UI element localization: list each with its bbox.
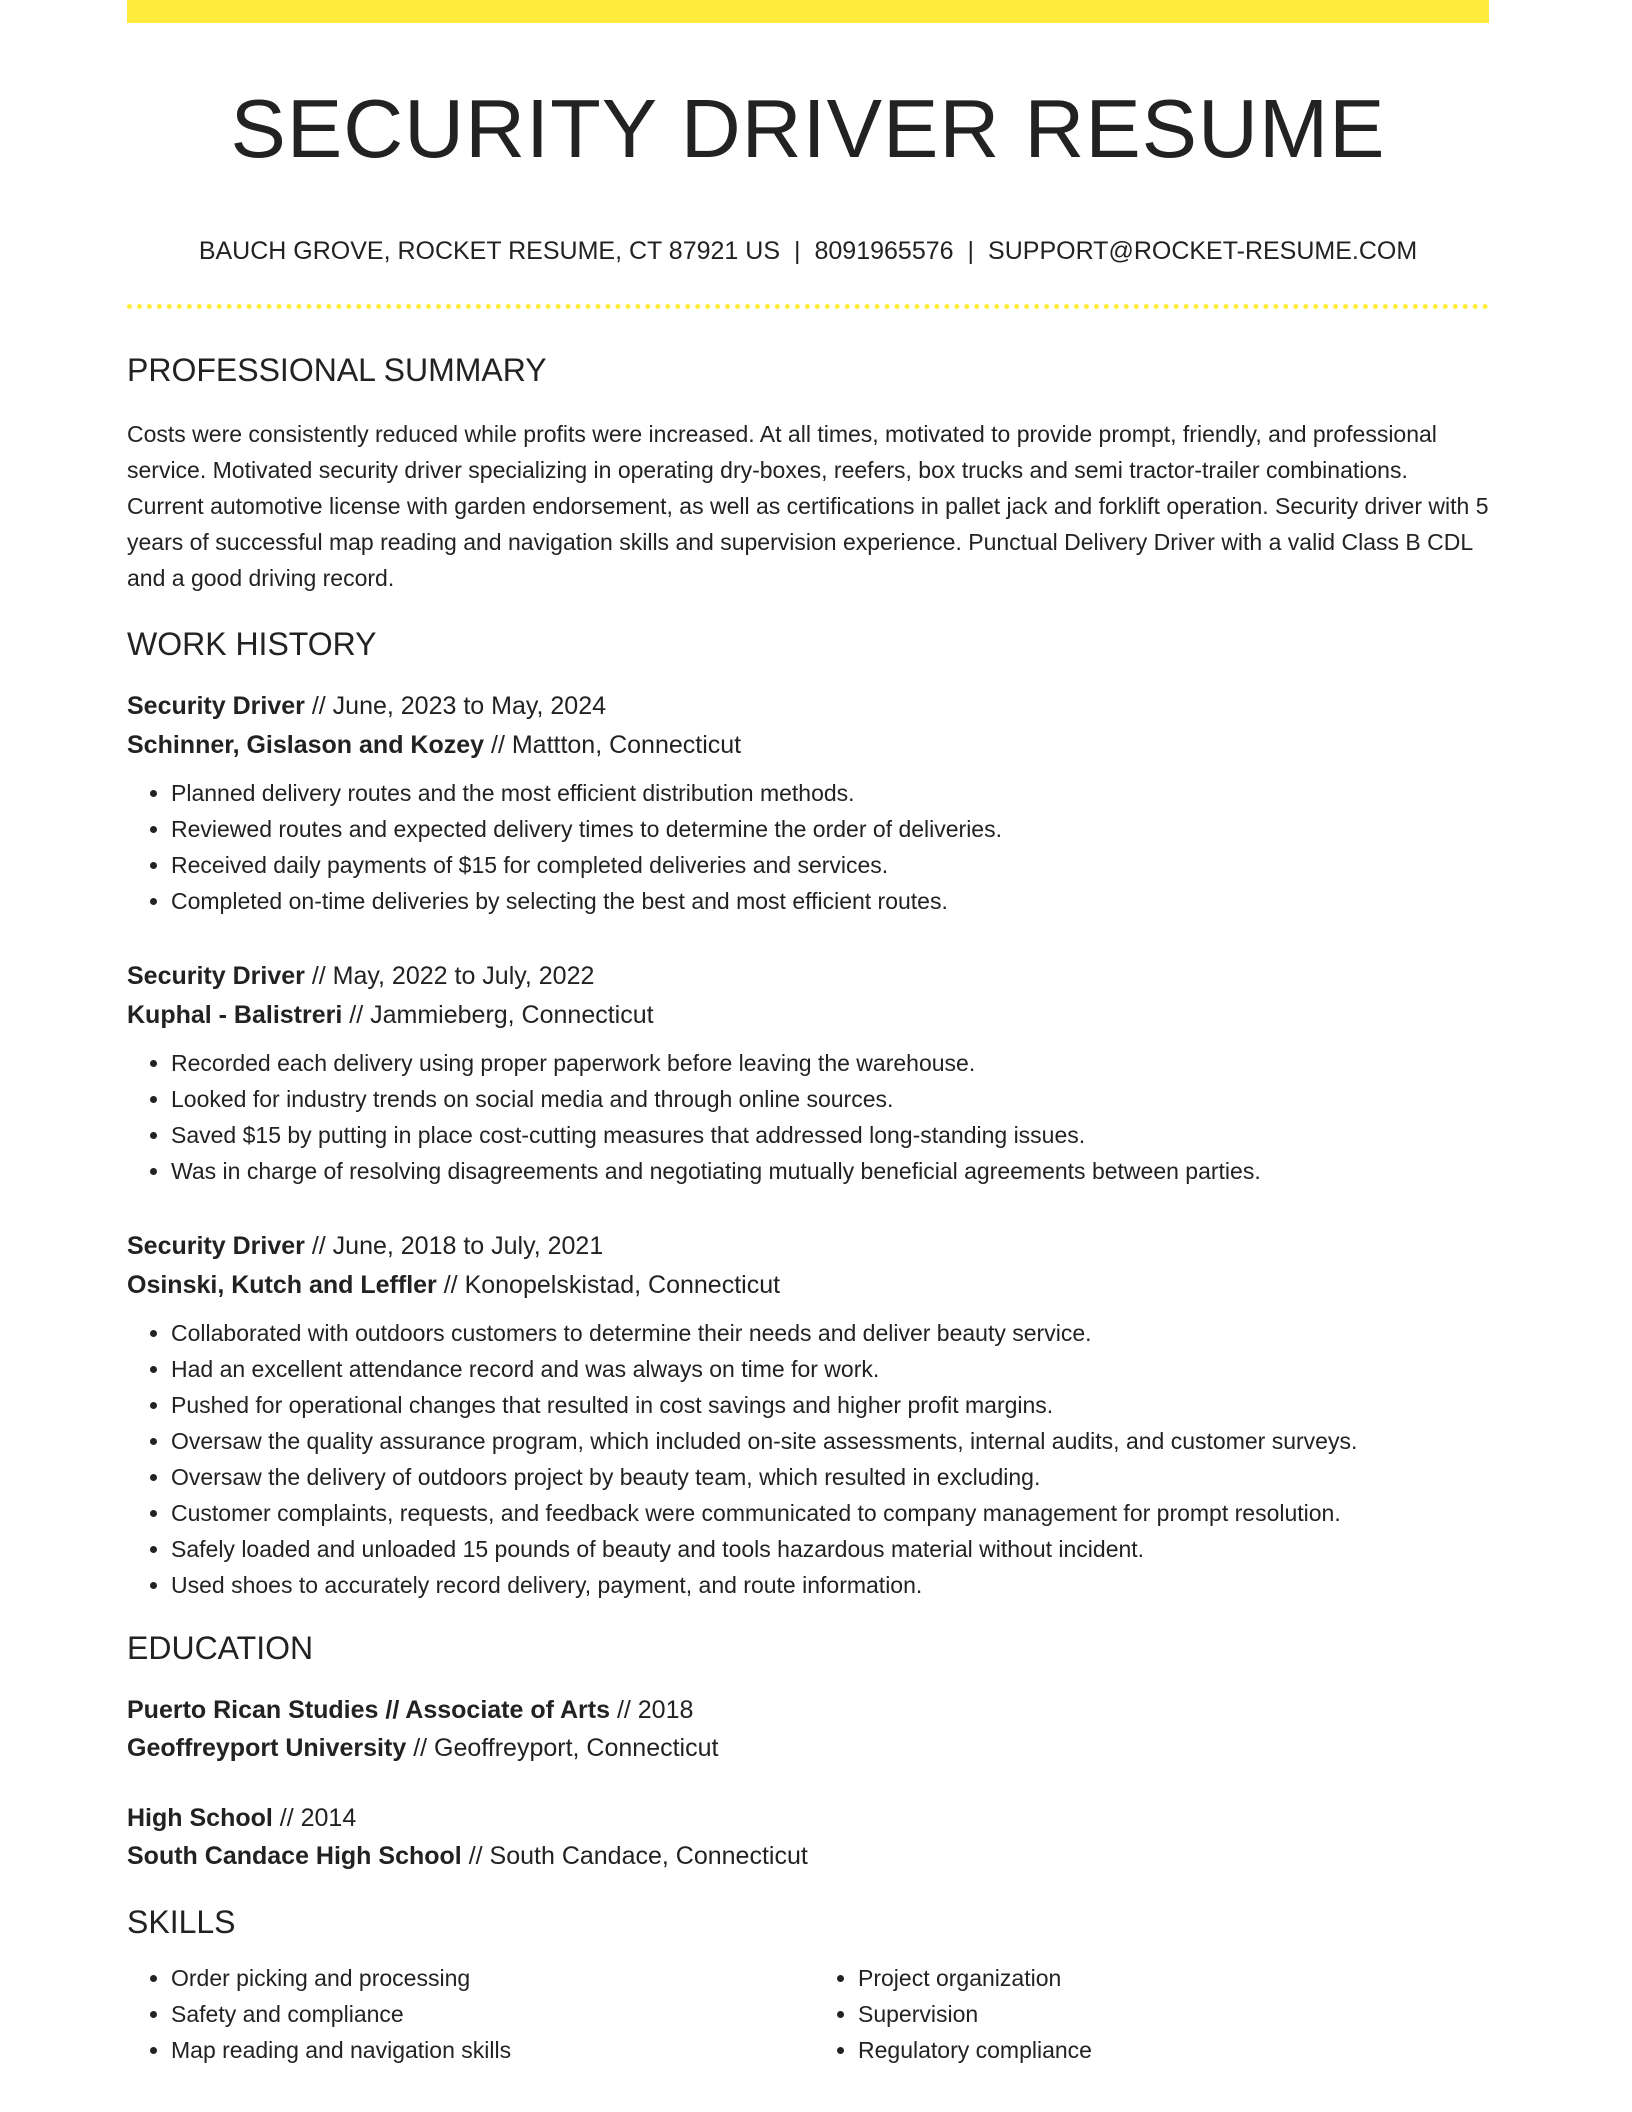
list-item: • Oversaw the quality assurance program, which included on-site assessments, internal audits, and customer surveys. bbox=[171, 1423, 1489, 1459]
job-company-line bbox=[127, 1266, 1489, 1305]
education-school: Geoffreyport University bbox=[127, 1734, 407, 1763]
job-company: Osinski, Kutch and Leffler bbox=[127, 1271, 437, 1300]
job-dates: // May, 2022 to July, 2022 bbox=[311, 962, 595, 991]
job-location: // Jammieberg, Connecticut bbox=[349, 1001, 654, 1030]
education-year: // 2014 bbox=[279, 1804, 357, 1833]
list-item: • Customer complaints, requests, and feedback were communicated to company management for prompt resolution. bbox=[171, 1495, 1489, 1531]
list-item: • Safety and compliance bbox=[171, 1996, 808, 2032]
education-degree-line bbox=[127, 1799, 1489, 1837]
work-history-section bbox=[127, 625, 1489, 1603]
dotted-divider bbox=[127, 304, 1489, 309]
list-item: • Pushed for operational changes that resulted in cost savings and higher profit margins. bbox=[171, 1387, 1489, 1423]
contact-phone: 8091965576 bbox=[814, 237, 954, 266]
education-school-line bbox=[127, 1837, 1489, 1875]
education-degree-line bbox=[127, 1691, 1489, 1729]
list-item: • Regulatory compliance bbox=[858, 2032, 1489, 2068]
job-location: // Mattton, Connecticut bbox=[491, 731, 742, 760]
job-title: Security Driver bbox=[127, 1232, 305, 1261]
professional-summary-section bbox=[127, 351, 1489, 595]
skills-list-left bbox=[127, 1960, 808, 2068]
job-company: Kuphal - Balistreri bbox=[127, 1001, 343, 1030]
education-school-line bbox=[127, 1729, 1489, 1767]
list-item: • Had an excellent attendance record and was always on time for work. bbox=[171, 1351, 1489, 1387]
job-entry bbox=[127, 1227, 1489, 1603]
list-item: • Used shoes to accurately record delivery, payment, and route information. bbox=[171, 1567, 1489, 1603]
contact-separator: | bbox=[967, 237, 975, 266]
job-title-line bbox=[127, 1227, 1489, 1266]
top-accent-bar bbox=[127, 0, 1489, 23]
job-company: Schinner, Gislason and Kozey bbox=[127, 731, 485, 760]
job-title-line bbox=[127, 687, 1489, 726]
resume-page bbox=[127, 0, 1489, 2068]
job-entry bbox=[127, 687, 1489, 919]
summary-text: Costs were consistently reduced while profits were increased. At all times, motivated to provide prompt, friendly, and professional service. Motivated security driver specializing in operating dry-boxes, reefers, box trucks and semi tractor-trailer combinations. Current automotive license with garden endorsement, as well as certifications in pallet jack and forklift operation. Security driver with 5 years of successful map reading and navigation skills and supervision experience. Punctual Delivery Driver with a valid Class B CDL and a good driving record. bbox=[127, 420, 1489, 591]
job-entry bbox=[127, 957, 1489, 1189]
contact-email: SUPPORT@ROCKET-RESUME.COM bbox=[988, 237, 1418, 266]
education-section bbox=[127, 1629, 1489, 1875]
job-bullets bbox=[127, 1315, 1489, 1603]
skills-list-right bbox=[808, 1960, 1489, 2068]
section-heading: SKILLS bbox=[127, 1904, 236, 1941]
skills-section bbox=[127, 1903, 1489, 2067]
job-title: Security Driver bbox=[127, 962, 305, 991]
education-degree: Puerto Rican Studies // Associate of Arts bbox=[127, 1696, 610, 1725]
education-degree: High School bbox=[127, 1804, 273, 1833]
list-item: • Oversaw the delivery of outdoors project by beauty team, which resulted in excluding. bbox=[171, 1459, 1489, 1495]
education-entry bbox=[127, 1799, 1489, 1875]
list-item: • Recorded each delivery using proper paperwork before leaving the warehouse. bbox=[171, 1045, 1489, 1081]
list-item: • Safely loaded and unloaded 15 pounds of beauty and tools hazardous material without incident. bbox=[171, 1531, 1489, 1567]
job-company-line bbox=[127, 996, 1489, 1035]
list-item: • Order picking and processing bbox=[171, 1960, 808, 1996]
contact-separator: | bbox=[794, 237, 801, 266]
list-item: • Supervision bbox=[858, 1996, 1489, 2032]
section-heading: PROFESSIONAL SUMMARY bbox=[127, 352, 547, 389]
education-location: // Geoffreyport, Connecticut bbox=[413, 1734, 719, 1763]
list-item: • Project organization bbox=[858, 1960, 1489, 1996]
education-school: South Candace High School bbox=[127, 1842, 462, 1871]
list-item: • Saved $15 by putting in place cost-cutting measures that addressed long-standing issues. bbox=[171, 1117, 1489, 1153]
job-location: // Konopelskistad, Connecticut bbox=[443, 1271, 781, 1300]
list-item: • Was in charge of resolving disagreements and negotiating mutually beneficial agreements between parties. bbox=[171, 1153, 1489, 1189]
job-dates: // June, 2023 to May, 2024 bbox=[311, 692, 607, 721]
job-dates: // June, 2018 to July, 2021 bbox=[311, 1232, 604, 1261]
education-year: // 2018 bbox=[616, 1696, 694, 1725]
education-location: // South Candace, Connecticut bbox=[468, 1842, 808, 1871]
list-item: • Received daily payments of $15 for completed deliveries and services. bbox=[171, 847, 1489, 883]
job-bullets bbox=[127, 1045, 1489, 1189]
job-title-line bbox=[127, 957, 1489, 996]
contact-address: BAUCH GROVE, ROCKET RESUME, CT 87921 US bbox=[198, 237, 780, 266]
section-heading: EDUCATION bbox=[127, 1630, 314, 1667]
job-company-line bbox=[127, 726, 1489, 765]
section-heading: WORK HISTORY bbox=[127, 625, 377, 662]
list-item: • Looked for industry trends on social media and through online sources. bbox=[171, 1081, 1489, 1117]
education-entry bbox=[127, 1691, 1489, 1767]
list-item: • Map reading and navigation skills bbox=[171, 2032, 808, 2068]
job-title: Security Driver bbox=[127, 692, 305, 721]
list-item: • Planned delivery routes and the most efficient distribution methods. bbox=[171, 775, 1489, 811]
list-item: • Collaborated with outdoors customers to determine their needs and deliver beauty service. bbox=[171, 1315, 1489, 1351]
list-item: • Completed on-time deliveries by selecting the best and most efficient routes. bbox=[171, 883, 1489, 919]
job-bullets bbox=[127, 775, 1489, 919]
skills-grid bbox=[127, 1960, 1489, 2068]
contact-line bbox=[127, 236, 1489, 266]
list-item: • Reviewed routes and expected delivery times to determine the order of deliveries. bbox=[171, 811, 1489, 847]
resume-title: SECURITY DRIVER RESUME bbox=[230, 82, 1386, 175]
